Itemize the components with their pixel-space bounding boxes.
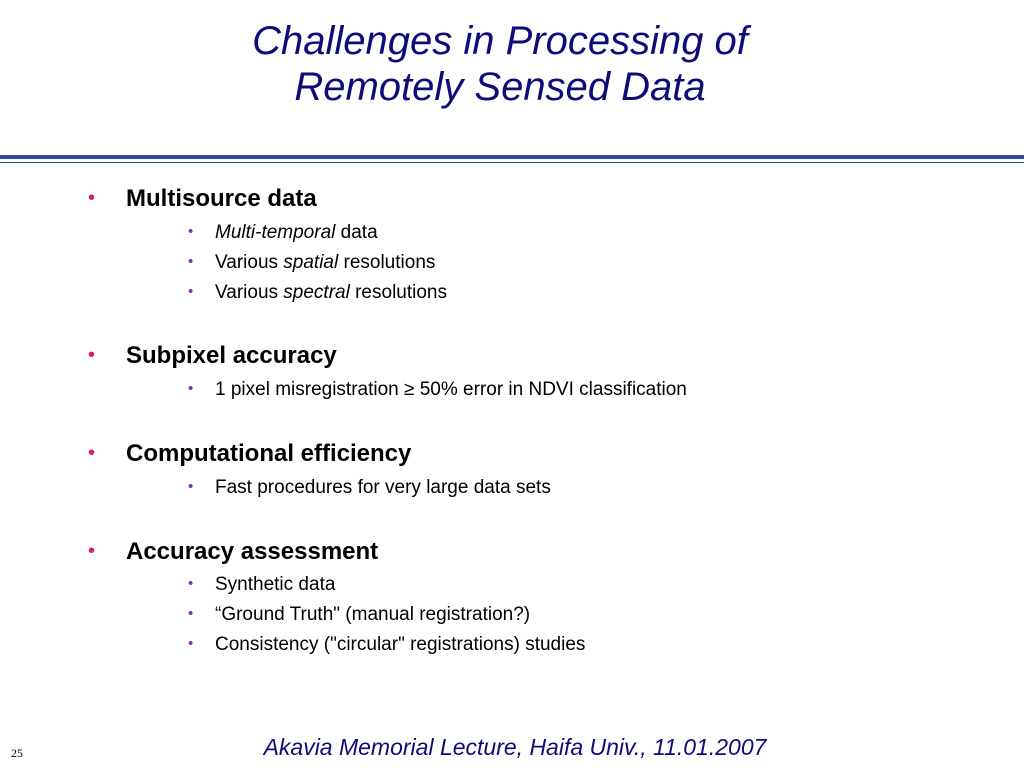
bullet-dot-icon: • <box>88 540 96 562</box>
sub-bullet-text: Various spatial resolutions <box>215 252 436 273</box>
title-divider-thick <box>0 155 1024 159</box>
slide-title-line-2: Remotely Sensed Data <box>294 65 706 109</box>
footer-text: Akavia Memorial Lecture, Haifa Univ., 11.01.2007 <box>263 734 767 760</box>
bullet-dot-icon: • <box>88 344 96 366</box>
sub-bullet-dot-icon: • <box>188 478 194 495</box>
sub-bullet-text: Various spectral resolutions <box>215 282 447 303</box>
sub-bullet-text: Multi-temporal data <box>215 222 378 243</box>
sub-bullet-text: Consistency ("circular" registrations) studies <box>215 634 586 655</box>
bullet-dot-icon: • <box>88 187 96 209</box>
sub-bullet-dot-icon: • <box>188 283 194 300</box>
bullet-heading-text: Subpixel accuracy <box>126 342 337 369</box>
sub-bullet-dot-icon: • <box>188 223 194 240</box>
sub-bullet-text: 1 pixel misregistration ≥ 50% error in NDVI classification <box>215 379 687 400</box>
slide-title <box>0 18 1000 110</box>
bullet-dot-icon: • <box>88 442 96 464</box>
bullet-heading-text: Accuracy assessment <box>126 538 379 565</box>
slide-number: 25 <box>11 746 23 760</box>
sub-bullet-dot-icon: • <box>188 605 194 622</box>
slide-title-line-1: Challenges in Processing of <box>252 19 748 63</box>
bullet-heading-text: Computational efficiency <box>126 440 412 467</box>
title-divider-thin <box>0 162 1024 163</box>
sub-bullet-dot-icon: • <box>188 380 194 397</box>
bullet-heading-text: Multisource data <box>126 185 317 212</box>
sub-bullet-text: Synthetic data <box>215 574 336 595</box>
sub-bullet-text: Fast procedures for very large data sets <box>215 477 551 498</box>
sub-bullet-text: “Ground Truth" (manual registration?) <box>215 604 531 625</box>
sub-bullet-dot-icon: • <box>188 253 194 270</box>
sub-bullet-dot-icon: • <box>188 635 194 652</box>
sub-bullet-dot-icon: • <box>188 575 194 592</box>
